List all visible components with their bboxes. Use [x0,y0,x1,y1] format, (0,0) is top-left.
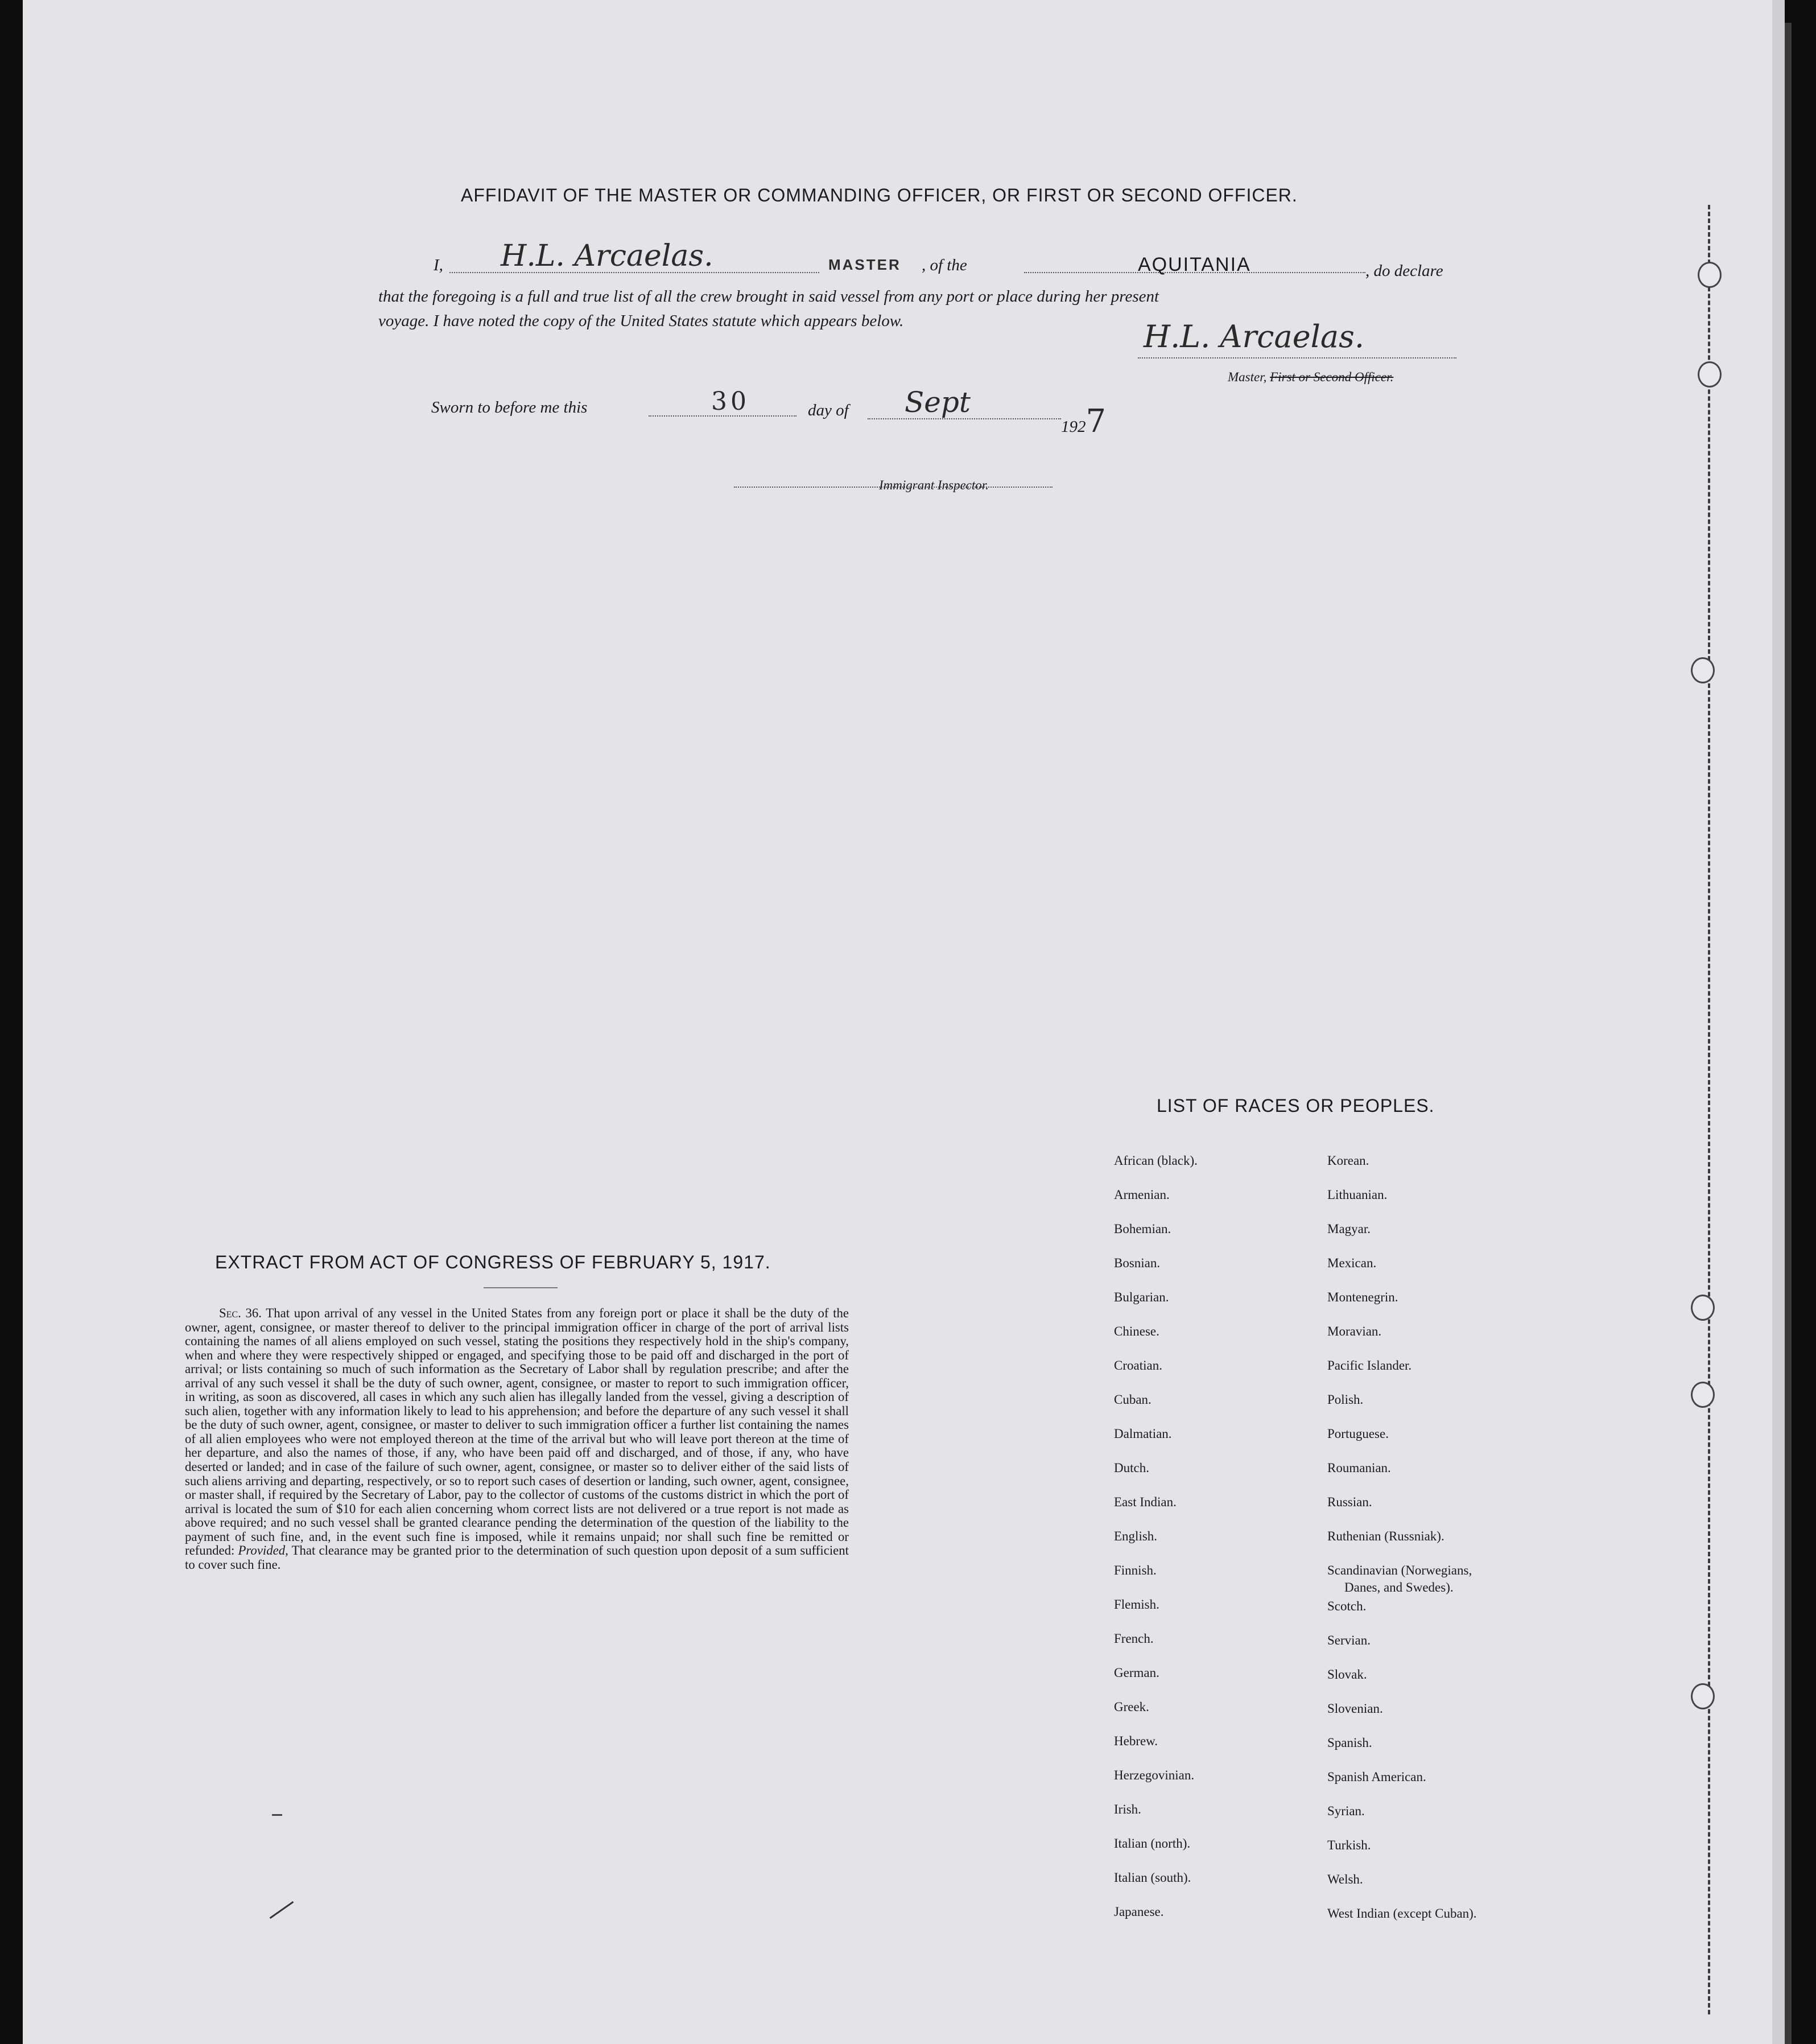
race-item: Scandinavian (Norwegians, [1327,1563,1472,1577]
race-item-continuation: Danes, and Swedes). [1344,1580,1454,1594]
race-item: Scotch. [1327,1599,1367,1613]
race-item: Italian (north). [1114,1836,1191,1851]
page-edge [1772,0,1785,2044]
page-edge-shadow [1785,23,1792,2044]
race-item: Irish. [1114,1802,1141,1816]
punch-hole [1698,262,1722,288]
of-the-label: , of the [922,256,967,274]
race-item: Russian. [1327,1495,1372,1509]
signature-caption [1228,370,1393,385]
race-item: Pacific Islander. [1327,1358,1412,1373]
affidavit-i-label: I, [434,256,443,274]
day-of-label: day of [808,401,849,419]
race-item: Dalmatian. [1114,1427,1172,1441]
race-item: Turkish. [1327,1838,1371,1852]
caption-struck-officers: First or Second Officer. [1270,370,1394,384]
provided-word: Provided, [238,1543,288,1558]
race-item: Polish. [1327,1392,1364,1407]
race-item: Cuban. [1114,1392,1151,1407]
rank-stamp: MASTER [828,256,901,273]
race-item: Armenian. [1114,1188,1170,1202]
race-item: Moravian. [1327,1324,1382,1338]
race-item: Chinese. [1114,1324,1159,1338]
sworn-year [1061,403,1106,440]
race-item: Bosnian. [1114,1256,1161,1270]
race-item: Bohemian. [1114,1222,1171,1236]
punch-hole [1691,657,1715,683]
punch-hole [1691,1683,1715,1709]
race-item: Italian (south). [1114,1870,1191,1885]
race-item: Magyar. [1327,1222,1371,1236]
race-item: Slovenian. [1327,1701,1383,1716]
race-item: French. [1114,1631,1154,1646]
race-item: Syrian. [1327,1804,1365,1818]
race-item: Croatian. [1114,1358,1162,1373]
sworn-label: Sworn to before me this [431,398,588,417]
race-item: West Indian (except Cuban). [1327,1906,1477,1921]
races-heading: LIST OF RACES OR PEOPLES. [1157,1095,1435,1116]
sworn-month: Sept [905,386,971,419]
race-item: German. [1114,1666,1159,1680]
race-item: Dutch. [1114,1461,1149,1475]
race-item: Greek. [1114,1700,1149,1714]
inspector-caption: Immigrant Inspector. [879,478,989,492]
officer-signature-line [1138,357,1456,358]
extract-heading: EXTRACT FROM ACT OF CONGRESS OF FEBRUARY 5, 1917. [215,1252,771,1272]
affidavit-line-2: that the foregoing is a full and true list of all the crew brought in said vessel from any port or place during her present [378,287,1159,306]
race-item: Montenegrin. [1327,1290,1398,1304]
race-item: Roumanian. [1327,1461,1391,1475]
master-signature: H.L. Arcaelas. [501,239,713,273]
punch-hole [1698,361,1722,388]
race-item: African (black). [1114,1153,1198,1168]
punch-hole [1691,1382,1715,1408]
race-item: Spanish. [1327,1736,1372,1750]
race-item: Ruthenian (Russniak). [1327,1529,1444,1543]
perforation-line [1708,205,1710,2014]
race-item: Bulgarian. [1114,1290,1169,1304]
affidavit-heading: AFFIDAVIT OF THE MASTER OR COMMANDING OFFICER, OR FIRST OR SECOND OFFICER. [461,185,1298,205]
race-item: Spanish American. [1327,1770,1426,1784]
officer-signature: H.L. Arcaelas. [1144,319,1364,355]
race-item: Slovak. [1327,1667,1367,1682]
statute-body: That upon arrival of any vessel in the United States from any foreign port or place it shall be the duty of the owner, agent, consignee, or master thereof to deliver to the principal immigration officer in charge of the port of arrival lists containing the names of all aliens employed on such vessel, stating the positions they respectively hold in the ship's company, when and where they were respectively shipped or engaged, and specifying those to be paid off and discharged in the port of arrival; or lists containing so much of such information as the Secretary of Labor shall by regulation prescribe; and after the arrival of any such vessel it shall be the duty of such owner, agent, consignee, or master to report to such immigration officer, in writing, as soon as discovered, all cases in which any such alien has illegally landed from the vessel, giving a description of such alien, together with any information likely to lead to his apprehension; and before the departure of any such vessel it shall be the duty of such owner, agent, consignee, or master to deliver to such immigration officer a further list containing the names of all alien employees who were not employed thereon at the time of the arrival but who will leave port thereon at the time of her departure, and also the names of those, if any, who have been paid off and discharged, and of those, if any, who have deserted or landed; and in case of the failure of such owner, agent, consignee, or master so to deliver either of the said lists of such aliens arriving and departing, respectively, or so to report such cases of desertion or landing, such owner, agent, consignee, or master shall, if required by the Secretary of Labor, pay to the collector of customs of the customs district in which the port of arrival is located the sum of $10 for each alien concerning whom correct lists are not delivered or a true report is not made as above required; and no such vessel shall be granted clearance pending the determination of the question of the liability to the payment of such fine, and, in the event such fine is imposed, while it remains unpaid; nor shall such fine be remitted or refunded: [185,1306,849,1558]
race-item: Lithuanian. [1327,1188,1388,1202]
year-prefix: 192 [1061,418,1086,436]
race-item: Hebrew. [1114,1734,1158,1748]
do-declare-label: , do declare [1365,262,1443,280]
race-item: Finnish. [1114,1563,1157,1577]
race-item: English. [1114,1529,1158,1543]
sworn-day: 30 [711,387,750,416]
race-item: Korean. [1327,1153,1369,1168]
vessel-name: AQUITANIA [1138,254,1251,275]
document-page [23,0,1772,2044]
race-item: Welsh. [1327,1872,1363,1886]
race-item: Portuguese. [1327,1427,1389,1441]
affidavit-line-3: voyage. I have noted the copy of the United States statute which appears below. [378,312,904,330]
statute-text [185,1307,849,1572]
race-item: East Indian. [1114,1495,1177,1509]
stray-pen-mark [272,1814,282,1816]
race-item: Flemish. [1114,1597,1159,1612]
statute-proviso: That clearance may be granted prior to the determination of such question upon deposit of a sum sufficient to cover such fine. [185,1543,849,1572]
race-item: Mexican. [1327,1256,1377,1270]
race-item: Japanese. [1114,1905,1164,1919]
race-item: Servian. [1327,1633,1371,1647]
caption-master: Master, [1228,370,1267,384]
year-suffix-handwritten: 7 [1086,403,1107,440]
race-item: Herzegovinian. [1114,1768,1195,1782]
section-label: Sec. 36. [219,1306,262,1320]
extract-rule [484,1287,558,1288]
punch-hole [1691,1295,1715,1321]
